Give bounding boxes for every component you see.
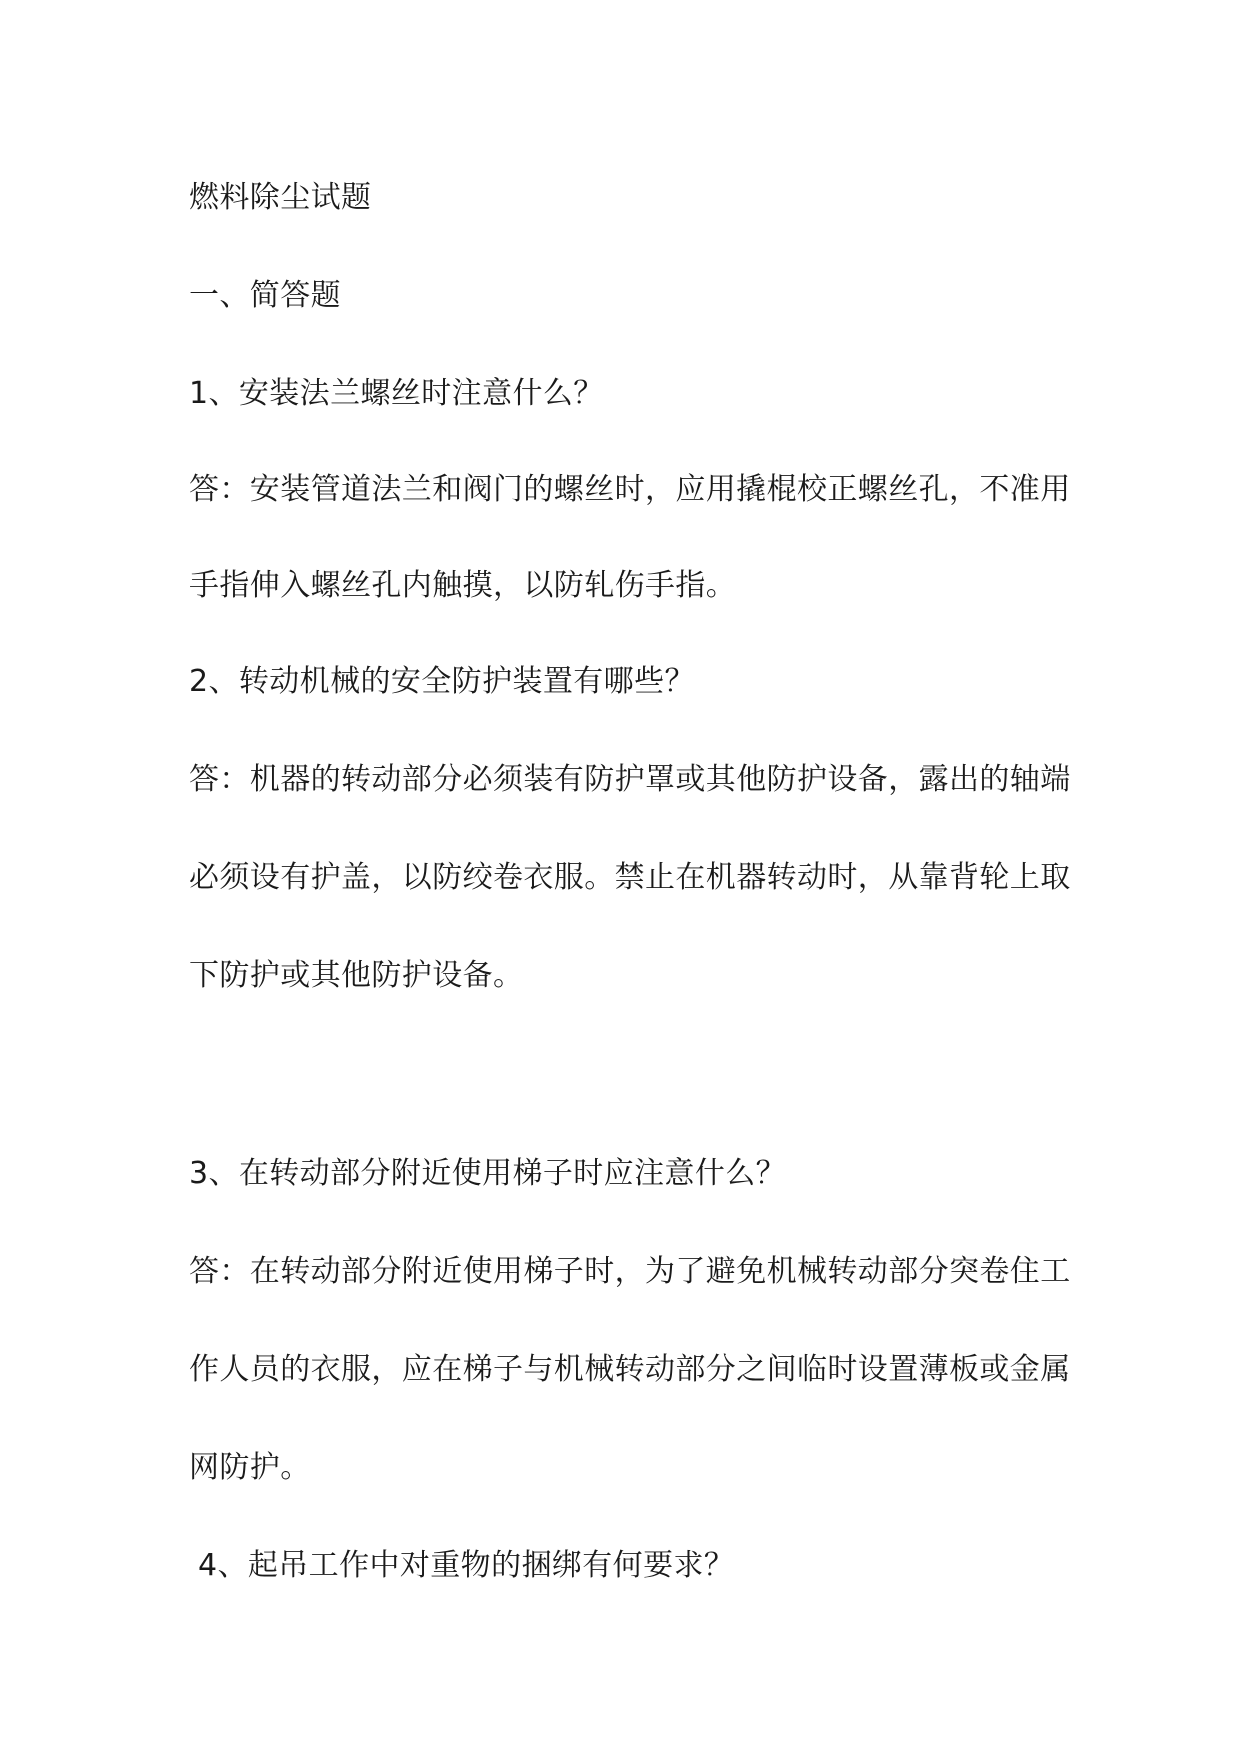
section-heading: 一、简答题 [189,278,341,313]
question-2: 2、转动机械的安全防护装置有哪些？ [189,664,695,699]
answer-3-line-3: 网防护。 [189,1450,311,1485]
document-title: 燃料除尘试题 [189,180,372,215]
answer-3-line-2: 作人员的衣服，应在梯子与机械转动部分之间临时设置薄板或金属 [189,1352,1071,1387]
answer-1-line-2: 手指伸入螺丝孔内触摸，以防轧伤手指。 [189,568,737,603]
answer-3-line-1: 答：在转动部分附近使用梯子时，为了避免机械转动部分突卷住工 [189,1254,1071,1289]
question-1: 1、安装法兰螺丝时注意什么？ [189,376,604,411]
answer-1-line-1: 答：安装管道法兰和阀门的螺丝时，应用撬棍校正螺丝孔，不准用 [189,472,1071,507]
answer-2-line-2: 必须设有护盖，以防绞卷衣服。禁止在机器转动时，从靠背轮上取 [189,860,1071,895]
question-3: 3、在转动部分附近使用梯子时应注意什么？ [189,1156,787,1191]
answer-2-line-3: 下防护或其他防护设备。 [189,958,524,993]
answer-2-line-1: 答：机器的转动部分必须装有防护罩或其他防护设备，露出的轴端 [189,762,1071,797]
question-4: 4、起吊工作中对重物的捆绑有何要求？ [198,1548,735,1583]
